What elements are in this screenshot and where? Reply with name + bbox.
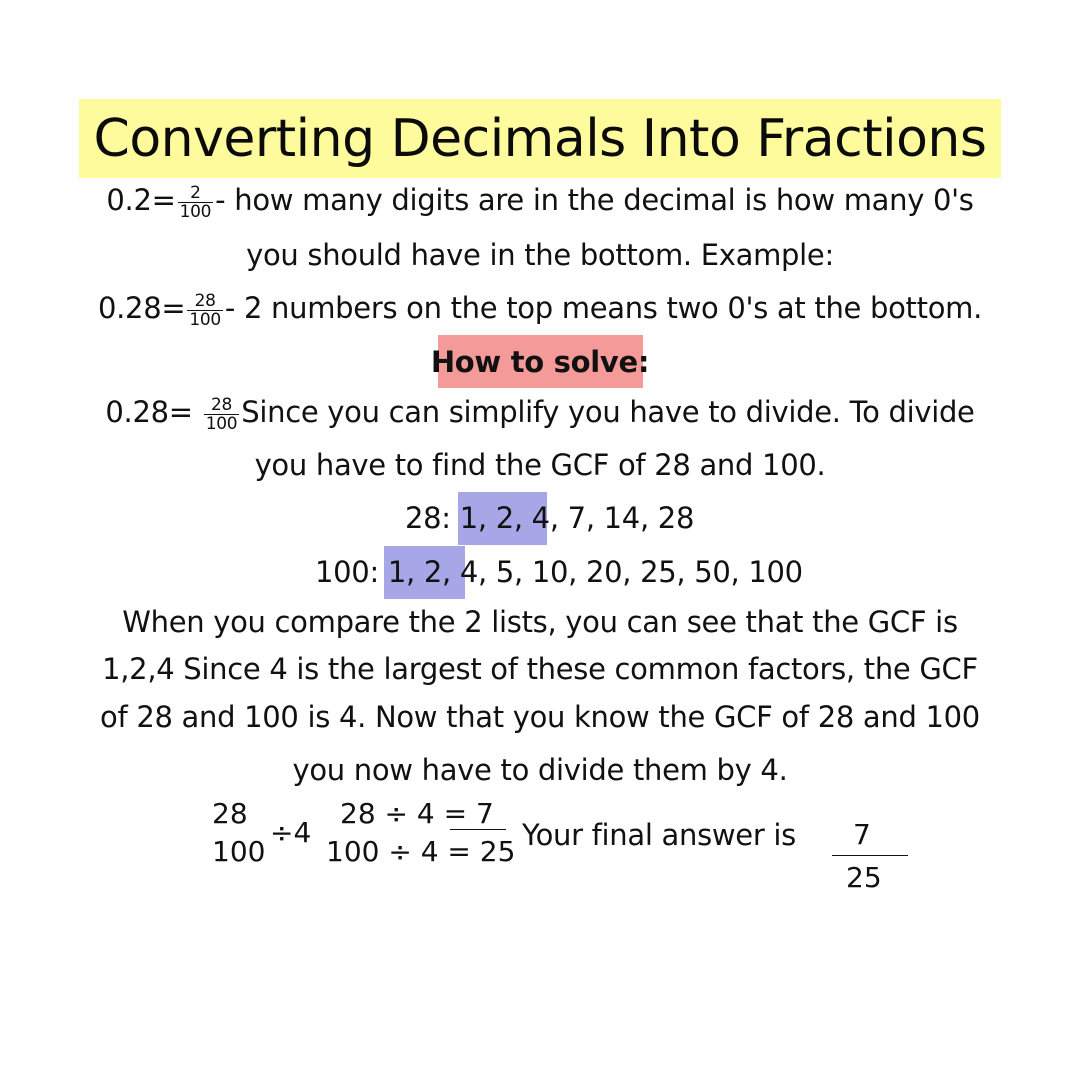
paragraph-line-4: you now have to divide them by 4. (292, 753, 788, 787)
line-example-intro: you should have in the bottom. Example: (246, 238, 834, 272)
factors-label: 28: (405, 501, 451, 535)
stack-denominator: 100 (212, 835, 266, 868)
line-decimal-028 (0, 288, 1080, 329)
line-decimal-02 (0, 180, 1080, 221)
final-answer-numerator: 7 (853, 818, 871, 851)
division-denominator: 100 ÷ 4 = 25 (326, 835, 516, 868)
page-title: Converting Decimals Into Fractions (93, 109, 987, 169)
factors-of-100 (315, 552, 803, 592)
division-result: 7 (475, 797, 494, 830)
factors-label: 100: (315, 555, 379, 589)
common-factors: 1, 2, 4, (459, 501, 559, 535)
line-simplify (0, 392, 1080, 433)
decimal-value: 0.28= (105, 395, 193, 429)
decimal-value: 0.2= (106, 183, 176, 217)
divide-by-label: ÷4 (270, 816, 312, 849)
final-answer-text: Your final answer is (522, 818, 796, 852)
fraction-28-over-100: $\frac{28}{100}$ (189, 290, 221, 330)
how-to-solve-heading: How to solve: (430, 345, 650, 379)
explanation-text: - how many digits are in the decimal is how many 0's (215, 183, 974, 217)
fraction-bar (450, 829, 506, 830)
final-answer-denominator: 25 (846, 861, 882, 894)
other-factors: 7, 14, 28 (567, 501, 695, 535)
stack-numerator: 28 (212, 797, 248, 830)
division-numerator (340, 796, 494, 832)
other-factors: , 5, 10, 20, 25, 50, 100 (478, 555, 803, 589)
division-expression: 28 ÷ 4 = (340, 797, 476, 830)
common-factors: 1, 2, 4 (387, 555, 478, 589)
factors-of-28 (405, 498, 694, 538)
decimal-value: 0.28= (97, 291, 186, 325)
fraction-2-over-100: $\frac{2}{100}$ (179, 182, 212, 222)
fraction-28-over-100: $\frac{28}{100}$ (205, 394, 238, 434)
final-fraction-bar (832, 855, 908, 856)
paragraph-line-1: When you compare the 2 lists, you can see that the GCF is (122, 605, 958, 639)
explanation-text: Since you can simplify you have to divide. To divide (241, 395, 975, 429)
line-find-gcf: you have to find the GCF of 28 and 100. (254, 448, 826, 482)
paragraph-line-3: of 28 and 100 is 4. Now that you know the GCF of 28 and 100 (100, 700, 980, 734)
paragraph-line-2: 1,2,4 Since 4 is the largest of these common factors, the GCF (102, 652, 978, 686)
explanation-text: - 2 numbers on the top means two 0's at the bottom. (224, 291, 983, 325)
